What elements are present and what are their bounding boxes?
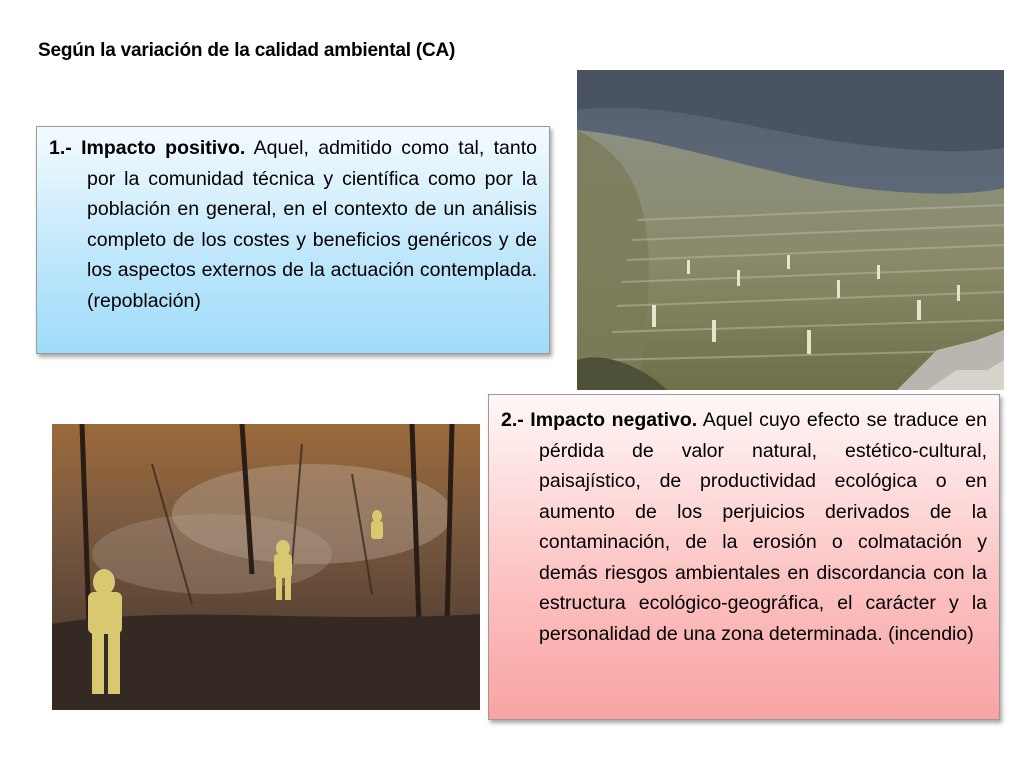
reforestation-photo [577,70,1004,390]
positive-impact-paragraph [49,133,537,316]
negative-impact-text: Aquel cuyo efecto se traduce en pérdida de valor natural, estético-cultural, paisajístico, de productividad ecológica o en aumento de los perjuicios derivados de la contaminación, de la erosión o colmatación y demás riesgos ambientales en discordancia con la estructura ecológico-geográfica, el carácter y la personalidad de una zona determinada. (incendio) [539,409,988,645]
wildfire-photo [52,424,480,710]
negative-impact-paragraph [501,405,987,649]
positive-impact-text: Aquel, admitido como tal, tanto por la comunidad técnica y científica como por la población en general, en el contexto de un análisis completo de los costes y beneficios genéricos y de los aspectos externos de la actuación contemplada. (repoblación) [87,137,538,312]
slide-title: Según la variación de la calidad ambiental (CA) [38,40,456,61]
positive-impact-box [36,126,550,354]
negative-impact-box [488,394,1000,720]
positive-impact-heading: 1.- Impacto positivo. [49,137,246,159]
negative-impact-heading: 2.- Impacto negativo. [501,409,698,431]
